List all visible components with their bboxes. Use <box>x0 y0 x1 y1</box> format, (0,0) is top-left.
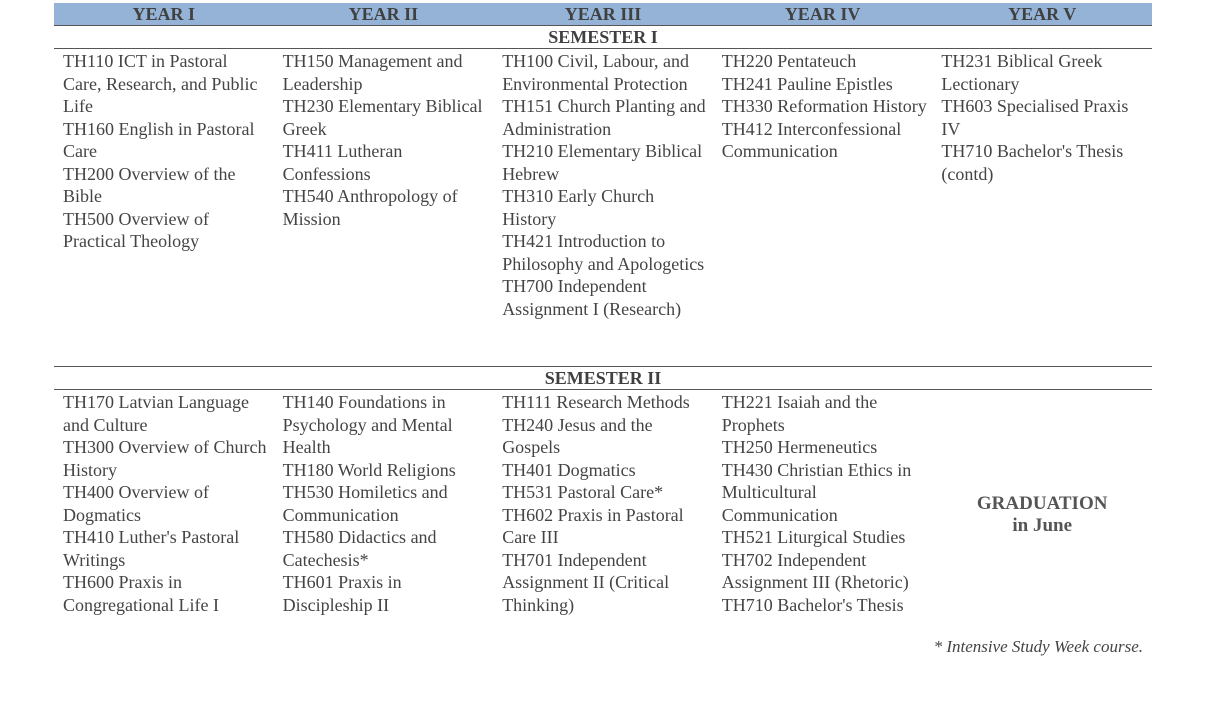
course-item: TH200 Overview of the Bible <box>63 163 236 206</box>
course-item: TH111 Research Methods <box>502 392 690 412</box>
course-item: TH531 Pastoral Care* <box>502 482 664 502</box>
footnote: * Intensive Study Week course. <box>933 637 1143 656</box>
course-item: TH151 Church Planting and Administration <box>502 96 706 139</box>
course-item: TH231 Biblical Greek Lectionary <box>941 51 1103 94</box>
course-item: TH602 Praxis in Pastoral Care III <box>502 504 684 547</box>
course-item: TH310 Early Church History <box>502 186 655 229</box>
course-item: TH700 Independent Assignment I (Research) <box>502 276 682 319</box>
semester-2-year-2-courses <box>274 390 494 641</box>
course-item: TH710 Bachelor's Thesis (contd) <box>941 141 1124 184</box>
course-item: TH603 Specialised Praxis IV <box>941 96 1129 139</box>
course-item: TH110 ICT in Pastoral Care, Research, and Public Life <box>63 51 258 116</box>
course-item: TH701 Independent Assignment II (Critical Thinking) <box>502 549 670 615</box>
course-item: TH170 Latvian Language and Culture <box>63 392 249 435</box>
year-header: YEAR IV <box>713 3 933 26</box>
course-item: TH521 Liturgical Studies <box>721 527 906 547</box>
course-item: TH210 Elementary Biblical Hebrew <box>502 141 703 184</box>
semester-2-header-row <box>54 367 1152 390</box>
course-item: TH230 Elementary Biblical Greek <box>282 96 483 139</box>
semester-1-courses-row <box>54 49 1152 367</box>
course-item: TH100 Civil, Labour, and Environmental Protection <box>502 51 689 94</box>
semester-1-title: SEMESTER I <box>54 26 1152 49</box>
course-item: TH600 Praxis in Congregational Life I <box>63 572 219 615</box>
year-header: YEAR III <box>493 3 713 26</box>
course-item: TH430 Christian Ethics in Multicultural Communication <box>721 459 912 525</box>
course-item: TH241 Pauline Epistles <box>721 73 893 94</box>
year-header: YEAR II <box>274 3 494 26</box>
course-item: TH530 Homiletics and Communication <box>282 482 448 525</box>
course-item: TH221 Isaiah and the Prophets <box>721 392 878 435</box>
course-item: TH401 Dogmatics <box>502 459 636 480</box>
course-item: TH421 Introduction to Philosophy and Apologetics <box>502 231 705 274</box>
semester-2-year-1-courses <box>54 390 274 641</box>
course-item: TH580 Didactics and Catechesis* <box>282 527 437 570</box>
course-item: TH220 Pentateuch <box>721 51 857 71</box>
semester-2-year-4-courses <box>713 390 933 641</box>
semester-1-year-4-courses <box>713 49 933 367</box>
semester-1-year-3-courses <box>493 49 713 367</box>
course-item: TH500 Overview of Practical Theology <box>63 208 209 251</box>
graduation-title: GRADUATION <box>976 493 1108 514</box>
course-item: TH150 Management and Leadership <box>282 51 463 94</box>
year-header-row <box>54 3 1152 26</box>
graduation-subtitle: in June <box>1012 515 1073 536</box>
course-item: TH411 Lutheran Confessions <box>282 141 403 184</box>
course-item: TH330 Reformation History <box>721 96 927 116</box>
year-header: YEAR I <box>54 3 274 26</box>
semester-2-year-3-courses <box>493 390 713 641</box>
course-item: TH400 Overview of Dogmatics <box>63 482 209 525</box>
course-item: TH240 Jesus and the Gospels <box>502 414 653 457</box>
semester-1-year-2-courses <box>274 49 494 367</box>
semester-1-header-row <box>54 26 1152 49</box>
course-item: TH702 Independent Assignment III (Rhetoric) <box>721 549 909 592</box>
course-item: TH140 Foundations in Psychology and Mental Health <box>282 392 453 457</box>
course-item: TH300 Overview of Church History <box>63 437 267 480</box>
course-item: TH412 Interconfessional Communication <box>721 118 902 161</box>
course-item: TH250 Hermeneutics <box>721 437 878 457</box>
semester-2-courses-row <box>54 390 1152 641</box>
curriculum-table <box>54 3 1152 640</box>
semester-1-year-5-courses <box>932 49 1152 367</box>
semester-1-year-1-courses <box>54 49 274 367</box>
course-item: TH160 English in Pastoral Care <box>63 118 255 161</box>
year-header: YEAR V <box>932 3 1152 26</box>
course-item: TH540 Anthropology of Mission <box>282 186 458 229</box>
course-item: TH410 Luther's Pastoral Writings <box>63 527 240 570</box>
course-item: TH601 Praxis in Discipleship II <box>282 572 402 615</box>
semester-2-title: SEMESTER II <box>54 367 1152 390</box>
course-item: TH180 World Religions <box>282 459 456 480</box>
course-item: TH710 Bachelor's Thesis <box>721 594 904 615</box>
graduation-cell <box>932 390 1152 641</box>
